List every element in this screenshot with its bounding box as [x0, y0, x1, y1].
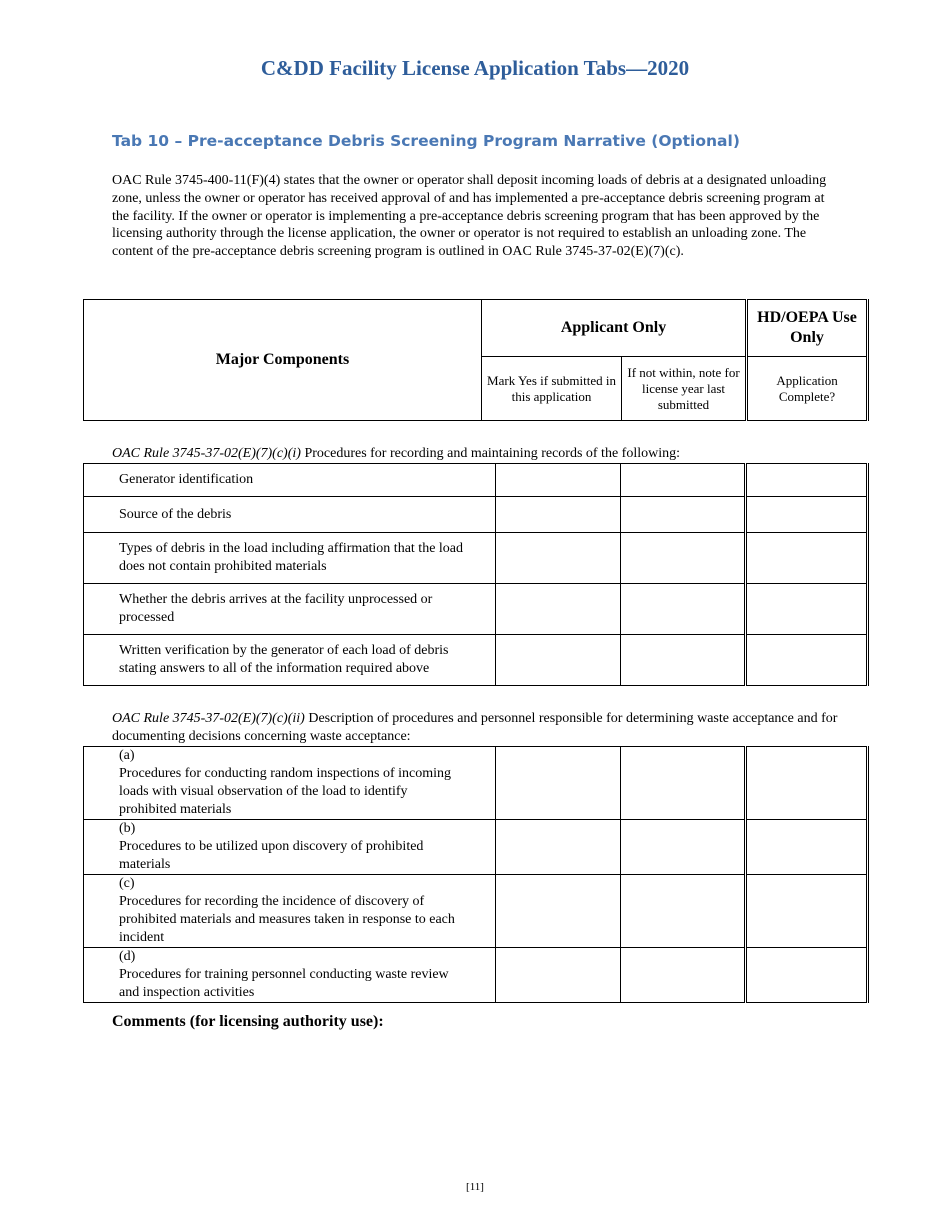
application-complete-cell[interactable]	[746, 464, 868, 497]
row-label: Whether the debris arrives at the facility unprocessed or processed	[84, 584, 496, 635]
row-text: Procedures for conducting random inspections of incoming loads with visual observation of the load to identify prohibited materials	[119, 766, 452, 817]
row-text: Procedures to be utilized upon discovery of prohibited materials	[119, 839, 424, 872]
row-letter: (d)	[119, 949, 136, 964]
hd-oepa-header: HD/OEPA Use Only	[747, 300, 868, 357]
table-row	[84, 635, 868, 686]
row-label: Generator identification	[84, 464, 496, 497]
table-row	[84, 875, 868, 948]
not-within-cell[interactable]	[621, 948, 746, 1003]
application-complete-header: Application Complete?	[747, 357, 868, 421]
table-row	[84, 747, 868, 820]
document-title: C&DD Facility License Application Tabs—2020	[260, 56, 690, 80]
section1-table	[83, 463, 869, 686]
not-within-header: If not within, note for license year last submitted	[622, 357, 747, 421]
header-table	[83, 299, 869, 421]
application-complete-cell[interactable]	[746, 820, 868, 875]
row-letter: (c)	[119, 876, 135, 891]
section2-rule: OAC Rule 3745-37-02(E)(7)(c)(ii)	[112, 711, 305, 726]
row-label	[84, 820, 496, 875]
row-label	[84, 948, 496, 1003]
row-letter: (a)	[119, 748, 135, 763]
mark-yes-cell[interactable]	[496, 635, 621, 686]
row-label: Written verification by the generator of each load of debris stating answers to all of the information required above	[84, 635, 496, 686]
row-text: Procedures for recording the incidence of discovery of prohibited materials and measures taken in response to each incident	[119, 894, 455, 945]
page-number: [11]	[466, 1181, 484, 1193]
section2-description: Description of procedures and personnel responsible for determining waste acceptance and for documenting decisions concerning waste acceptance:	[112, 711, 838, 744]
section1-description: Procedures for recording and maintaining records of the following:	[300, 446, 680, 461]
table-row	[84, 533, 868, 584]
table-row	[84, 820, 868, 875]
section2-table	[83, 746, 869, 1003]
table-row	[84, 497, 868, 533]
mark-yes-cell[interactable]	[496, 584, 621, 635]
section1-rule: OAC Rule 3745-37-02(E)(7)(c)(i)	[112, 446, 301, 461]
row-text: Procedures for training personnel conducting waste review and inspection activities	[119, 967, 449, 1000]
row-label: Types of debris in the load including affirmation that the load does not contain prohibited materials	[84, 533, 496, 584]
mark-yes-cell[interactable]	[496, 747, 621, 820]
row-label: Source of the debris	[84, 497, 496, 533]
table-row	[84, 948, 868, 1003]
application-complete-cell[interactable]	[746, 497, 868, 533]
not-within-cell[interactable]	[621, 533, 746, 584]
application-complete-cell[interactable]	[746, 584, 868, 635]
mark-yes-cell[interactable]	[496, 533, 621, 584]
not-within-cell[interactable]	[621, 747, 746, 820]
not-within-cell[interactable]	[621, 635, 746, 686]
row-label	[84, 875, 496, 948]
major-components-header: Major Components	[84, 300, 482, 421]
row-letter: (b)	[119, 821, 136, 836]
mark-yes-cell[interactable]	[496, 497, 621, 533]
table-row	[84, 584, 868, 635]
intro-paragraph: OAC Rule 3745-400-11(F)(4) states that the owner or operator shall deposit incoming loads of debris at a designated unloading zone, unless the owner or operator has received approval of and has implemented a pre-acceptance debris screening program at the facility. If the owner or operator is implementing a pre-acceptance debris screening program that has been approved by the licensing authority through the license application, the owner or operator is not required to establish an unloading zone. The content of the pre-acceptance debris screening program is outlined in OAC Rule 3745-37-02(E)(7)(c).	[112, 173, 827, 260]
application-complete-cell[interactable]	[746, 635, 868, 686]
mark-yes-cell[interactable]	[496, 464, 621, 497]
tab-subtitle: Tab 10 – Pre-acceptance Debris Screening Program Narrative (Optional)	[112, 132, 740, 150]
row-label	[84, 747, 496, 820]
table-row	[84, 464, 868, 497]
mark-yes-cell[interactable]	[496, 820, 621, 875]
application-complete-cell[interactable]	[746, 747, 868, 820]
not-within-cell[interactable]	[621, 497, 746, 533]
not-within-cell[interactable]	[621, 584, 746, 635]
section2-lead	[112, 710, 842, 746]
mark-yes-header: Mark Yes if submitted in this application	[482, 357, 622, 421]
application-complete-cell[interactable]	[746, 875, 868, 948]
application-complete-cell[interactable]	[746, 533, 868, 584]
not-within-cell[interactable]	[621, 875, 746, 948]
mark-yes-cell[interactable]	[496, 948, 621, 1003]
application-complete-cell[interactable]	[746, 948, 868, 1003]
not-within-cell[interactable]	[621, 820, 746, 875]
mark-yes-cell[interactable]	[496, 875, 621, 948]
comments-label: Comments (for licensing authority use):	[112, 1013, 384, 1030]
section1-lead	[112, 445, 842, 463]
not-within-cell[interactable]	[621, 464, 746, 497]
applicant-only-header: Applicant Only	[482, 300, 747, 357]
